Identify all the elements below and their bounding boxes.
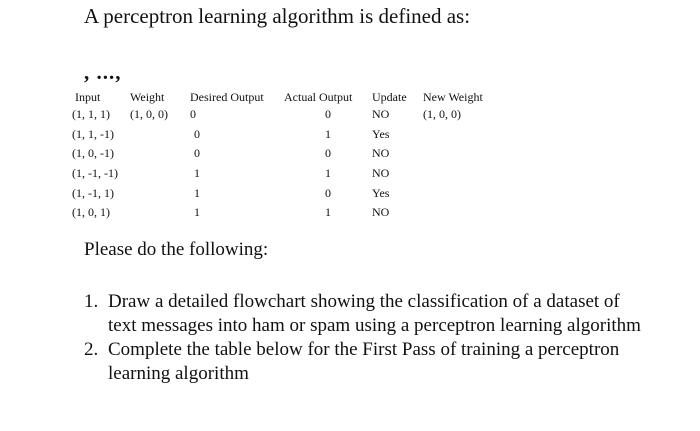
header-input: Input: [75, 89, 101, 104]
cell-desired-output: 1: [194, 185, 200, 200]
cell-new-weight: [420, 183, 498, 203]
training-table: [72, 89, 498, 223]
cell-desired-output: 0: [194, 126, 200, 141]
table-row: [72, 203, 498, 223]
task-list: [84, 290, 644, 386]
cell-input: (1, 1, 1): [72, 107, 110, 122]
table-row: [72, 183, 498, 203]
cell-new-weight: [420, 125, 498, 145]
instructions-heading: Please do the following:: [84, 239, 269, 260]
cell-input: (1, 0, 1): [72, 205, 110, 220]
task-text: Complete the table below for the First Pass of training a perceptron learning algorithm: [108, 339, 620, 384]
cell-desired-output: 0: [190, 107, 196, 122]
cell-input: (1, -1, 1): [72, 185, 114, 200]
cell-input: (1, 1, -1): [72, 126, 114, 141]
table-row: [72, 105, 498, 125]
table-header-row: [72, 89, 498, 105]
cell-input: (1, 0, -1): [72, 146, 114, 161]
cell-weight: [130, 203, 190, 223]
cell-update: NO: [372, 146, 390, 161]
cell-actual-output: 0: [325, 185, 331, 200]
table-row: [72, 144, 498, 164]
cell-weight: [130, 125, 190, 145]
heading: A perceptron learning algorithm is defined as:: [84, 4, 471, 28]
cell-new-weight: [420, 164, 498, 184]
cell-actual-output: 0: [325, 146, 331, 161]
cell-new-weight: [420, 203, 498, 223]
cell-desired-output: 0: [194, 146, 200, 161]
header-update: Update: [372, 89, 407, 104]
cell-new-weight: [420, 144, 498, 164]
header-actual-output: Actual Output: [284, 89, 353, 104]
task-number: 1.: [84, 291, 99, 312]
cell-weight: [130, 183, 190, 203]
cell-weight: [130, 144, 190, 164]
cell-update: NO: [372, 107, 390, 122]
cell-desired-output: 1: [194, 166, 200, 181]
task-item: [84, 338, 644, 386]
cell-actual-output: 1: [325, 205, 331, 220]
header-weight: Weight: [130, 89, 165, 104]
cell-input: (1, -1, -1): [72, 166, 118, 181]
cell-new-weight: (1, 0, 0): [423, 107, 461, 122]
cell-actual-output: 1: [325, 166, 331, 181]
table-row: [72, 125, 498, 145]
cell-actual-output: 0: [325, 107, 331, 122]
cell-desired-output: 1: [194, 205, 200, 220]
task-item: [84, 290, 644, 338]
cell-actual-output: 1: [325, 126, 331, 141]
cell-update: NO: [372, 205, 390, 220]
task-text: Draw a detailed flowchart showing the classification of a dataset of text messages into ham or spam using a perceptron learning algorithm: [108, 291, 641, 336]
task-number: 2.: [84, 339, 99, 360]
cell-update: Yes: [372, 126, 390, 141]
cell-weight: [130, 164, 190, 184]
cell-update: Yes: [372, 185, 390, 200]
header-desired-output: Desired Output: [190, 89, 264, 104]
ellipsis: , ...,: [84, 60, 122, 84]
header-new-weight: New Weight: [423, 89, 483, 104]
table-row: [72, 164, 498, 184]
cell-weight: (1, 0, 0): [130, 107, 168, 122]
cell-update: NO: [372, 166, 390, 181]
